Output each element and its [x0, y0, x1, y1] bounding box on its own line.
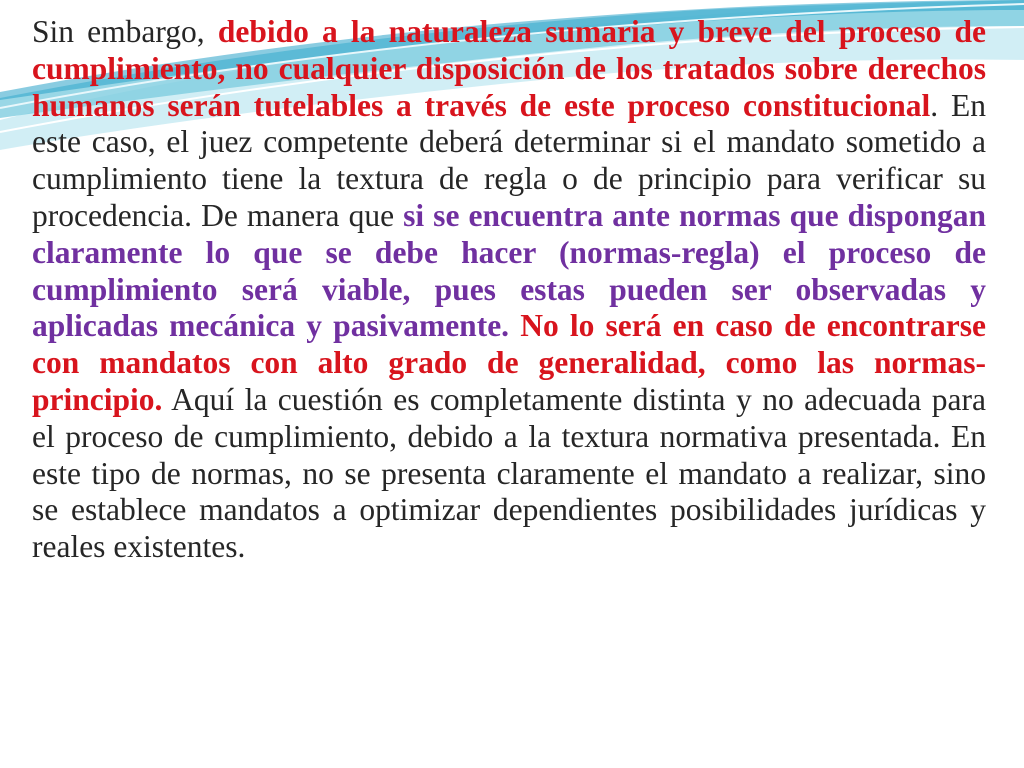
text-space	[509, 308, 520, 343]
text-middle: . En este caso, el juez competente deberá determinar si el mandato sometido a cumplimiento tiene la textura de regla o de principio para verificar su procedencia. De manera que	[32, 87, 986, 233]
text-intro: Sin embargo,	[32, 14, 218, 49]
body-paragraph	[32, 14, 986, 566]
emphasis-red-2: No lo será en caso de encontrarse con mandatos con alto grado de generalidad, como las normas-principio.	[32, 308, 986, 417]
text-conclusion: Aquí la cuestión es completamente distinta y no adecuada para el proceso de cumplimiento, debido a la textura normativa presentada. En este tipo de normas, no se presenta claramente el mandato a realizar, sino se establece mandatos a optimizar dependientes posibilidades jurídicas y reales existentes.	[32, 381, 986, 565]
emphasis-red-1: debido a la naturaleza sumaria y breve del proceso de cumplimiento, no cualquier disposición de los tratados sobre derechos humanos serán tutelables a través de este proceso constitucional	[32, 14, 987, 123]
emphasis-purple: si se encuentra ante normas que dispongan claramente lo que se debe hacer (normas-regla) el proceso de cumplimiento será viable, pues estas pueden ser observadas y aplicadas mecánica y pasivamente.	[32, 197, 986, 344]
